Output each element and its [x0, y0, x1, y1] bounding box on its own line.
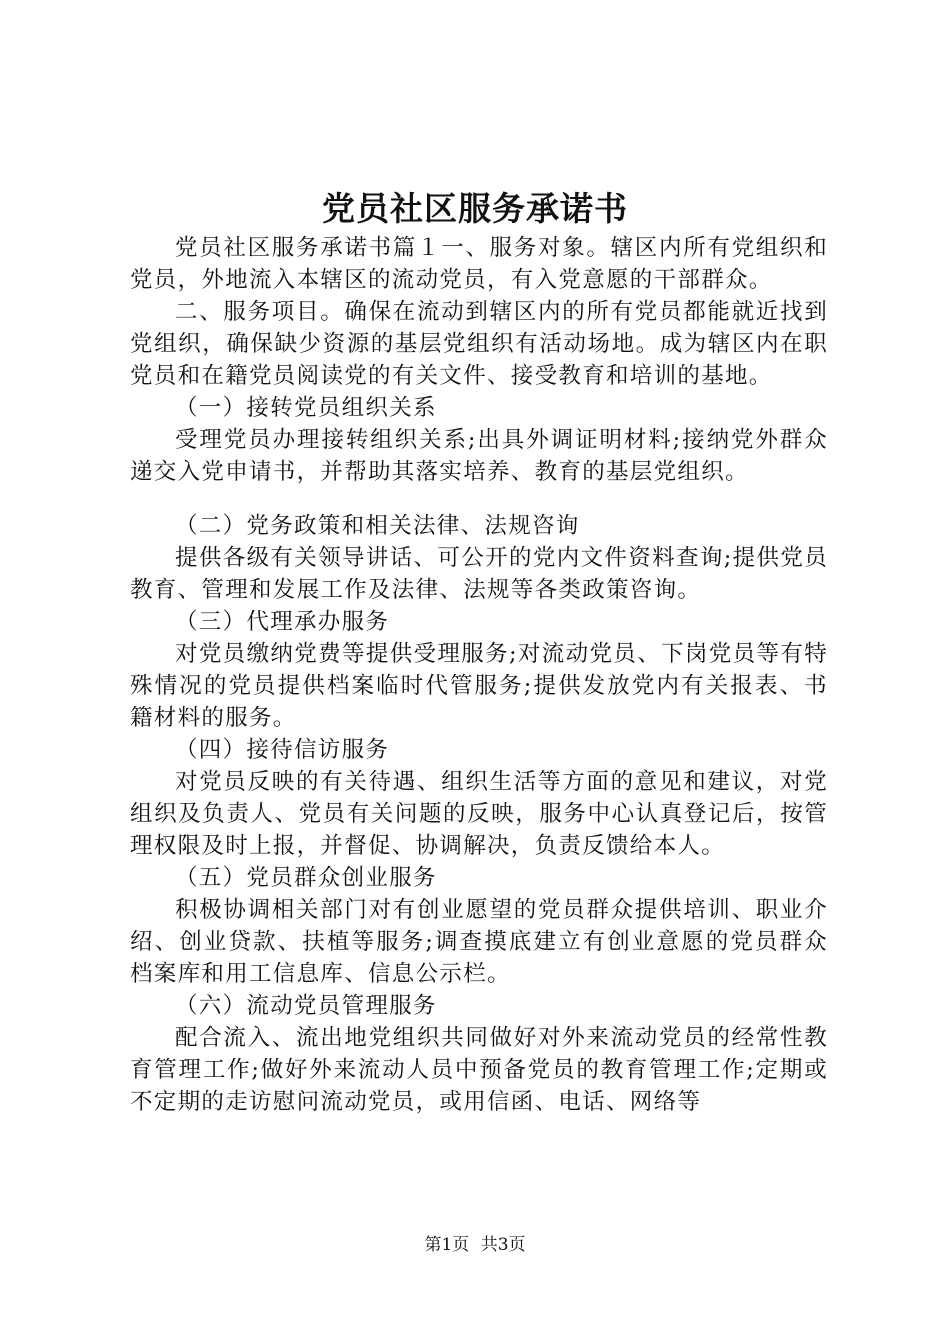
paragraph-section-4: 对党员反映的有关待遇、组织生活等方面的意见和建议，对党组织及负责人、党员有关问题的反映，服务中心认真登记后，按管理权限及时上报，并督促、协调解决，负责反馈给本人。 — [130, 769, 828, 859]
paragraph-section-3: 对党员缴纳党费等提供受理服务;对流动党员、下岗党员等有特殊情况的党员提供档案临时代管服务;提供发放党内有关报表、书籍材料的服务。 — [130, 641, 828, 731]
section-heading-2: （二）党务政策和相关法律、法规咨询 — [175, 513, 580, 539]
section-heading-6: （六）流动党员管理服务 — [175, 993, 437, 1019]
paragraph-section-2: 提供各级有关领导讲话、可公开的党内文件资料查询;提供党员教育、管理和发展工作及法律、法规等各类政策咨询。 — [130, 545, 828, 603]
section-heading-3: （三）代理承办服务 — [175, 609, 390, 635]
section-heading-5: （五）党员群众创业服务 — [175, 865, 437, 891]
paragraph-section-6: 配合流入、流出地党组织共同做好对外来流动党员的经常性教育管理工作;做好外来流动人员中预备党员的教育管理工作;定期或不定期的走访慰问流动党员，或用信函、电话、网络等 — [130, 1025, 828, 1115]
section-heading-1: （一）接转党员组织关系 — [175, 395, 437, 421]
paragraph-section-5: 积极协调相关部门对有创业愿望的党员群众提供培训、职业介绍、创业贷款、扶植等服务;调查摸底建立有创业意愿的党员群众档案库和用工信息库、信息公示栏。 — [130, 897, 828, 987]
document-body — [130, 232, 828, 1118]
paragraph-intro: 党员社区服务承诺书篇１一、服务对象。辖区内所有党组织和党员，外地流入本辖区的流动党员，有入党意愿的干部群众。 — [130, 235, 828, 293]
paragraph-section-1: 受理党员办理接转组织关系;出具外调证明材料;接纳党外群众递交入党申请书，并帮助其落实培养、教育的基层党组织。 — [130, 427, 828, 485]
page-number: 第1页 — [424, 1235, 470, 1255]
document-title: 党员社区服务承诺书 — [322, 189, 628, 228]
page-footer — [0, 1233, 950, 1257]
paragraph-gap — [130, 488, 828, 510]
paragraph-service-items: 二、服务项目。确保在流动到辖区内的所有党员都能就近找到党组织，确保缺少资源的基层党组织有活动场地。成为辖区内在职党员和在籍党员阅读党的有关文件、接受教育和培训的基地。 — [130, 299, 828, 389]
page-total: 共3页 — [480, 1235, 526, 1255]
section-heading-4: （四）接待信访服务 — [175, 737, 390, 763]
